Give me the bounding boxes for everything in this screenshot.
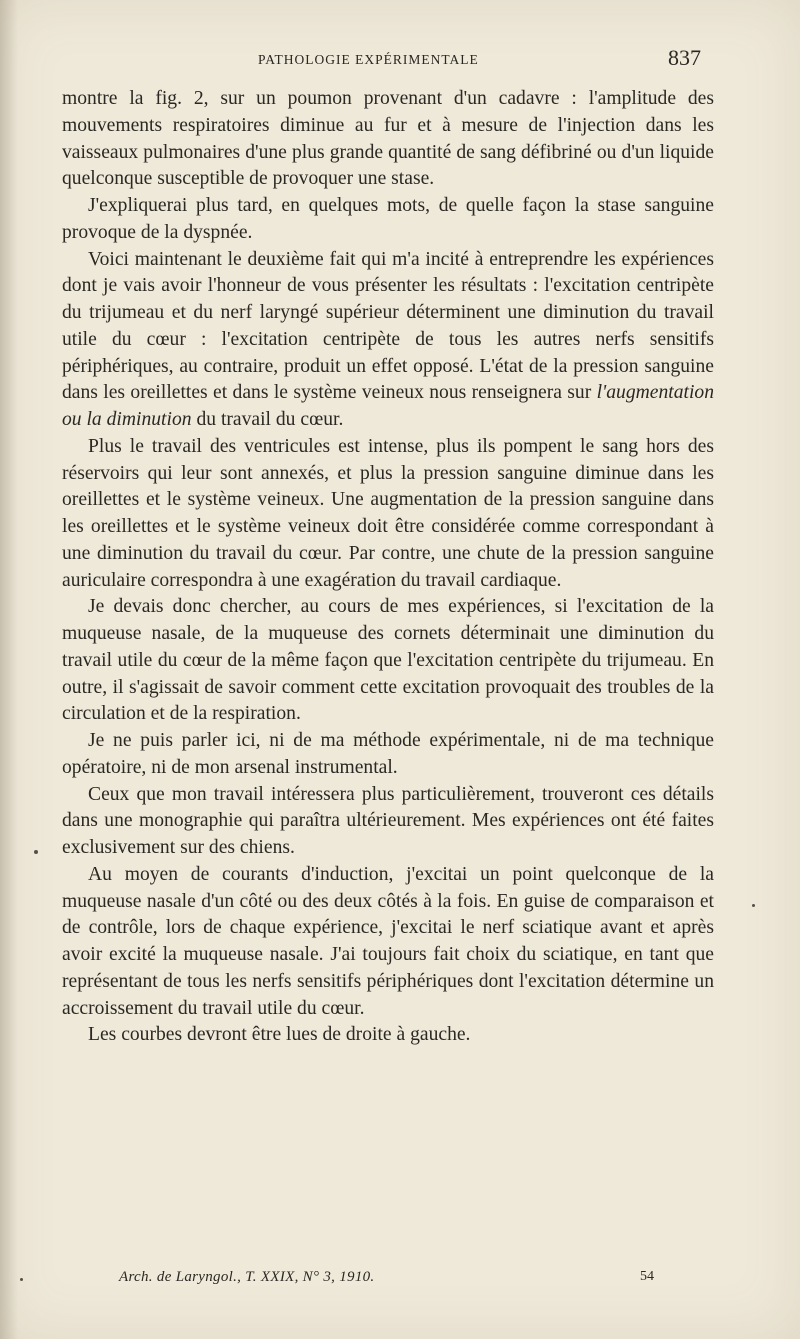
paragraph-9: Les courbes devront être lues de droite à gauche.	[88, 1024, 471, 1046]
running-head: PATHOLOGIE EXPÉRIMENTALE	[258, 52, 479, 67]
paragraph-4: Plus le travail des ventricules est intense, plus ils pompent le sang hors des réservoirs qui leur sont annexés, et plus la pression sanguine diminue dans les oreillettes et le système veineux. Une augmentation de la pression sanguine dans les oreillettes et le système veineux doit être considérée comme correspondant à une diminution du travail du cœur. Par contre, une chute de la pression sanguine auriculaire correspondra à une exagération du travail cardiaque.	[62, 435, 714, 591]
paragraph-6: Je ne puis parler ici, ni de ma méthode expérimentale, ni de ma technique opératoire, ni de mon arsenal instrumental.	[62, 730, 714, 778]
ink-speck	[752, 904, 755, 907]
paragraph-3-emphasis: l'augmentation ou la diminution	[62, 382, 714, 430]
body-text	[62, 86, 714, 1049]
journal-citation	[119, 1269, 374, 1286]
paragraph-8: Au moyen de courants d'induction, j'excitai un point quelconque de la muqueuse nasale d'un côté ou des deux côtés à la fois. En guise de comparaison et de contrôle, lors de chaque expérience, j'excitai le nerf sciatique avant et après avoir excité la muqueuse nasale. J'ai toujours fait choix du sciatique, en tant que représentant de tous les nerfs sensitifs périphériques dont l'excitation détermine un accroissement du travail utile du cœur.	[62, 863, 714, 1019]
paragraph-1: montre la fig. 2, sur un poumon provenant d'un cadavre : l'amplitude des mouvements respiratoires diminue au fur et à mesure de l'injection dans les vaisseaux pulmonaires d'une plus grande quantité de sang défibriné ou d'un liquide quelconque susceptible de provoquer une stase.	[62, 88, 714, 190]
ink-speck	[34, 850, 38, 854]
spine-shadow	[0, 0, 18, 1339]
paragraph-5: Je devais donc chercher, au cours de mes expériences, si l'excitation de la muqueuse nasale, de la muqueuse des cornets déterminait une diminution du travail utile du cœur de la même façon que l'excitation centripète du trijumeau. En outre, il s'agissait de savoir comment cette excitation provoquait des troubles de la circulation et de la respiration.	[62, 596, 714, 725]
page-header	[0, 44, 800, 74]
paragraph-2: J'expliquerai plus tard, en quelques mots, de quelle façon la stase sanguine provoque de la dyspnée.	[62, 195, 714, 243]
paragraph-7: Ceux que mon travail intéressera plus particulièrement, trouveront ces détails dans une monographie qui paraîtra ultérieurement. Mes expériences ont été faites exclusivement sur des chiens.	[62, 783, 714, 858]
journal-citation-text: Arch. de Laryngol., T. XXIX, N° 3, 1910.	[119, 1269, 375, 1285]
sheet-number: 54	[640, 1269, 654, 1284]
paragraph-3-text-before: Voici maintenant le deuxième fait qui m'a incité à entreprendre les expériences dont je vais avoir l'honneur de vous présenter les résultats : l'excitation centripète du trijumeau et du nerf laryngé supérieur déterminent une diminution du travail utile du cœur : l'excitation centripète de tous les autres nerfs sensitifs périphériques, au contraire, produit un effet opposé. L'état de la pression sanguine dans les oreillettes et dans le système veineux nous renseignera sur	[62, 248, 714, 404]
page-footer	[0, 1269, 800, 1293]
page-number: 837	[668, 45, 701, 70]
paragraph-3	[62, 247, 714, 434]
paragraph-3-text-after: du travail du cœur.	[191, 409, 344, 430]
ink-speck	[20, 1278, 23, 1281]
